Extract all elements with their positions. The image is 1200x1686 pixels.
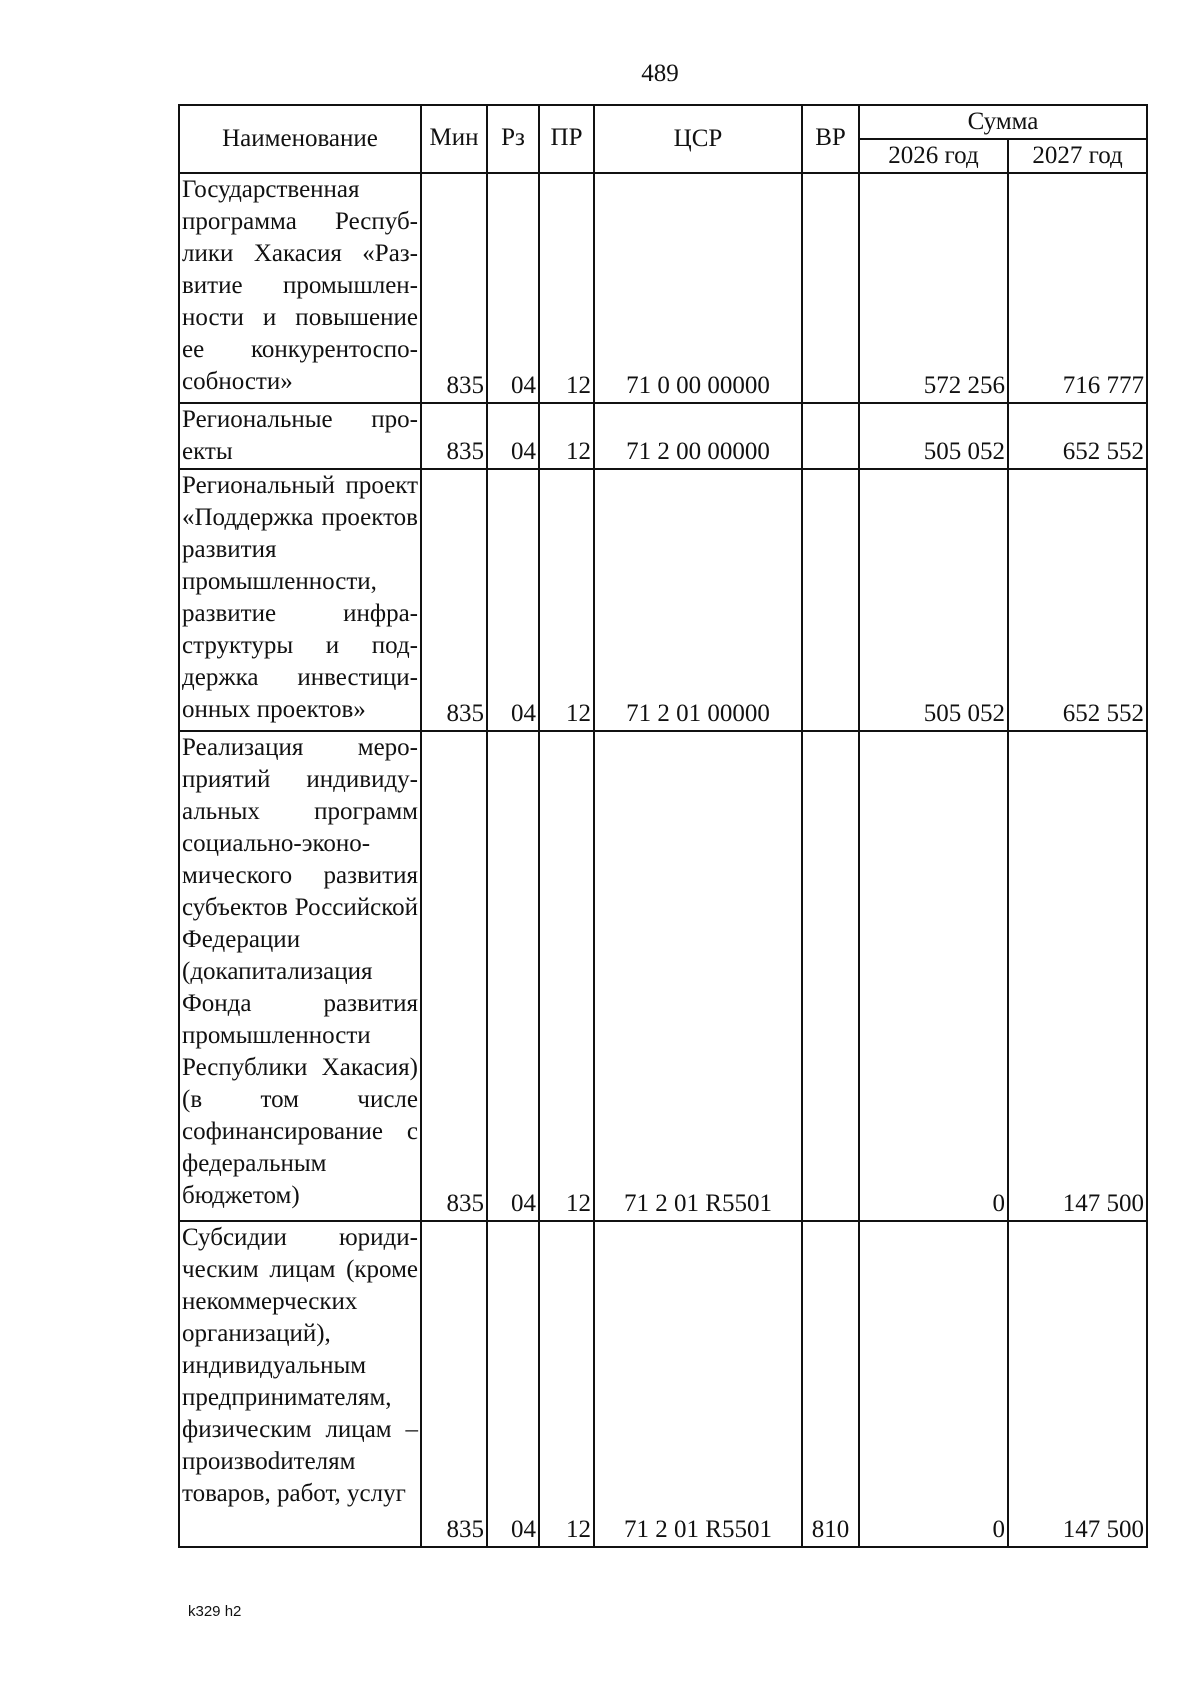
row-rz: 04 bbox=[487, 1221, 539, 1547]
row-sum-2027: 716 777 bbox=[1008, 173, 1147, 403]
budget-table bbox=[178, 104, 1148, 1548]
row-sum-2027: 147 500 bbox=[1008, 1221, 1147, 1547]
row-min: 835 bbox=[421, 1221, 487, 1547]
row-sum-2027: 652 552 bbox=[1008, 403, 1147, 469]
row-vr bbox=[802, 469, 859, 731]
table-row bbox=[179, 403, 1147, 469]
row-csr: 71 0 00 00000 bbox=[594, 173, 802, 403]
header-min: Мин bbox=[421, 105, 487, 173]
header-pr: ПР bbox=[539, 105, 594, 173]
row-min: 835 bbox=[421, 173, 487, 403]
header-csr: ЦСР bbox=[594, 105, 802, 173]
row-name: Региональные проекты bbox=[179, 403, 421, 469]
row-min: 835 bbox=[421, 403, 487, 469]
header-vr: ВР bbox=[802, 105, 859, 173]
row-pr: 12 bbox=[539, 173, 594, 403]
row-sum-2026: 572 256 bbox=[859, 173, 1008, 403]
header-year-2026: 2026 год bbox=[859, 139, 1008, 173]
row-rz: 04 bbox=[487, 469, 539, 731]
row-rz: 04 bbox=[487, 731, 539, 1221]
row-pr: 12 bbox=[539, 469, 594, 731]
page-number: 489 bbox=[641, 60, 679, 87]
row-sum-2026: 505 052 bbox=[859, 403, 1008, 469]
row-rz: 04 bbox=[487, 173, 539, 403]
header-name: Наименование bbox=[179, 105, 421, 173]
row-vr bbox=[802, 731, 859, 1221]
row-name: Субсидии юридическим лицам (кроме некоммерческих организаций), индивидуальным предпринимателям, физическим лицам – произвоdителям товаров, работ, услуг bbox=[179, 1221, 421, 1547]
row-name: Реализация мероприятий индивидуальных программ социально-экономического развития субъектов Российской Федерации (докапитализация Фонда развития промышленности Республики Хакасия) (в том числе софинансирование с федеральным бюджетом) bbox=[179, 731, 421, 1221]
row-sum-2026: 0 bbox=[859, 731, 1008, 1221]
row-name: Региональный проект «Поддержка проектов развития промышленности, развитие инфраструктуры и поддержка инвестиционных проектов» bbox=[179, 469, 421, 731]
header-sum: Сумма bbox=[859, 105, 1147, 139]
row-vr bbox=[802, 173, 859, 403]
row-min: 835 bbox=[421, 731, 487, 1221]
table-row bbox=[179, 1221, 1147, 1547]
row-csr: 71 2 00 00000 bbox=[594, 403, 802, 469]
row-csr: 71 2 01 00000 bbox=[594, 469, 802, 731]
row-vr bbox=[802, 403, 859, 469]
table-row bbox=[179, 469, 1147, 731]
row-pr: 12 bbox=[539, 731, 594, 1221]
row-name: Государственная программа Республики Хакасия «Развитие промышленности и повышение ее конкурентоспособности» bbox=[179, 173, 421, 403]
row-sum-2027: 652 552 bbox=[1008, 469, 1147, 731]
row-vr: 810 bbox=[802, 1221, 859, 1547]
row-csr: 71 2 01 R5501 bbox=[594, 1221, 802, 1547]
row-sum-2026: 505 052 bbox=[859, 469, 1008, 731]
row-rz: 04 bbox=[487, 403, 539, 469]
header-rz: Рз bbox=[487, 105, 539, 173]
row-sum-2027: 147 500 bbox=[1008, 731, 1147, 1221]
row-min: 835 bbox=[421, 469, 487, 731]
row-pr: 12 bbox=[539, 403, 594, 469]
header-year-2027: 2027 год bbox=[1008, 139, 1147, 173]
footer-code: k329 h2 bbox=[188, 1603, 242, 1620]
row-sum-2026: 0 bbox=[859, 1221, 1008, 1547]
table-row bbox=[179, 173, 1147, 403]
table-row bbox=[179, 731, 1147, 1221]
row-csr: 71 2 01 R5501 bbox=[594, 731, 802, 1221]
row-pr: 12 bbox=[539, 1221, 594, 1547]
